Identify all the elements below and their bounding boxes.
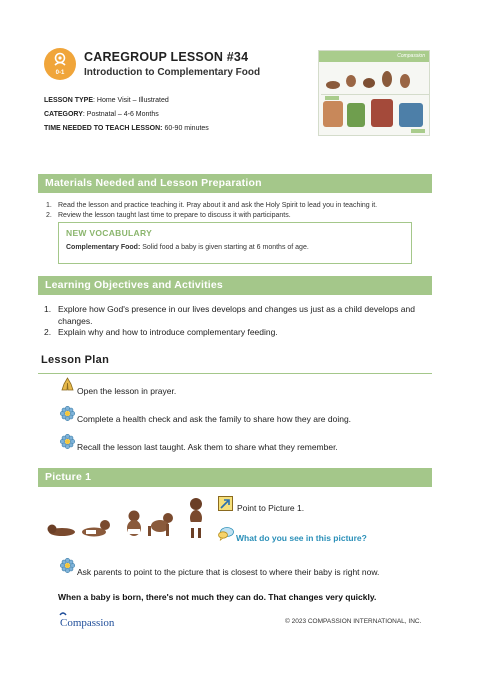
lesson-plan-heading: Lesson Plan: [38, 352, 432, 374]
footer-brand-text: Compassion: [60, 617, 115, 629]
vocabulary-definition: [66, 244, 404, 251]
lesson-pictures-thumbnail: [318, 50, 430, 136]
objective-text: Explain why and how to introduce complementary feeding.: [58, 327, 278, 337]
time-value: 60-90 minutes: [162, 125, 209, 132]
point-instruction: Point to Picture 1.: [237, 503, 305, 513]
category-value: : Postnatal – 4-6 Months: [82, 111, 159, 118]
lesson-plan-step: Complete a health check and ask the family to share how they are doing.: [77, 414, 352, 424]
lesson-plan-step: Recall the lesson last taught. Ask them to share what they remember.: [77, 442, 338, 452]
speech-bubble-icon: [218, 526, 233, 541]
copyright-text: © 2023 COMPASSION INTERNATIONAL, INC.: [285, 618, 422, 625]
pointing-picture-icon: [218, 496, 233, 511]
picture1-section-heading: Picture 1: [38, 468, 432, 487]
flower-icon: [60, 406, 75, 421]
lesson-title: CAREGROUP LESSON #34: [84, 50, 249, 64]
lesson-type-label: LESSON TYPE: [44, 97, 94, 104]
lesson-type-line: [44, 97, 169, 104]
compassion-logo: [58, 611, 128, 634]
mother-child-icon: [50, 52, 70, 70]
lesson-plan-step: Open the lesson in prayer.: [77, 386, 177, 396]
time-line: [44, 125, 209, 132]
objectives-section-heading: Learning Objectives and Activities: [38, 276, 432, 295]
thumbnail-brand: Compassion: [397, 53, 425, 59]
vocabulary-box: [58, 222, 412, 264]
objective-item: 2. Explain why and how to introduce complementary feeding.: [44, 327, 278, 337]
key-statement: When a baby is born, there's not much they can do. That changes very quickly.: [58, 592, 377, 602]
age-range-label: 0-1: [55, 70, 65, 76]
category-line: [44, 111, 159, 118]
baby-development-illustration: [44, 496, 210, 540]
objective-item: 1. Explore how God's presence in our lives develops and changes us just as a child develops and changes.: [44, 304, 415, 326]
flower-icon: [60, 434, 75, 449]
flower-icon: [60, 558, 75, 573]
discussion-question: What do you see in this picture?: [236, 533, 367, 543]
vocabulary-text: Solid food a baby is given starting at 6 months of age.: [140, 244, 309, 251]
vocabulary-term: Complementary Food:: [66, 244, 141, 251]
category-label: CATEGORY: [44, 111, 83, 118]
materials-item-text: Review the lesson taught last time to prepare to discuss it with participants.: [58, 212, 291, 219]
parents-instruction: Ask parents to point to the picture that is closest to where their baby is right now.: [77, 567, 380, 577]
materials-item: 2. Review the lesson taught last time to prepare to discuss it with participants.: [46, 212, 291, 219]
lesson-type-value: : Home Visit – Illustrated: [93, 97, 169, 104]
materials-item-text: Read the lesson and practice teaching it. Pray about it and ask the Holy Spirit to lead you in teaching it.: [58, 202, 378, 209]
age-badge-logo: [44, 48, 76, 80]
praying-hands-icon: [60, 377, 75, 392]
lesson-subtitle: Introduction to Complementary Food: [84, 67, 261, 78]
materials-item: 1. Read the lesson and practice teaching it. Pray about it and ask the Holy Spirit to lead you in teaching it.: [46, 202, 378, 209]
time-label: TIME NEEDED TO TEACH LESSON:: [44, 125, 163, 132]
materials-section-heading: Materials Needed and Lesson Preparation: [38, 174, 432, 193]
objective-text: Explore how God's presence in our lives develops and changes us just as a child develops and changes.: [58, 304, 415, 326]
vocabulary-heading: NEW VOCABULARY: [66, 228, 153, 238]
